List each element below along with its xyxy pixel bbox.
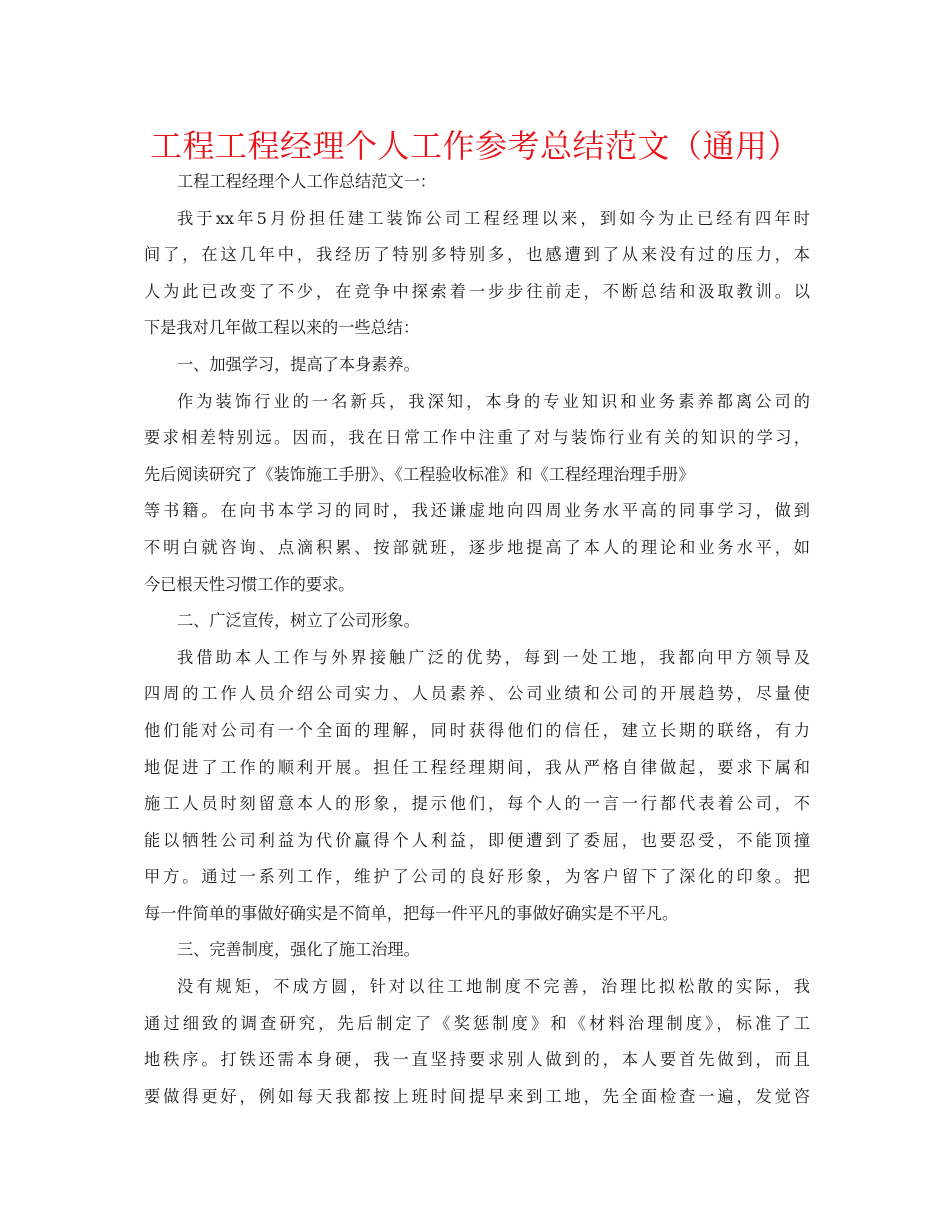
paragraph-line: 下是我对几年做工程以来的一些总结：	[144, 318, 420, 338]
paragraph-line: 没有规矩，不成方圆，针对以往工地制度不完善，治理比拟松散的实际，我	[177, 977, 810, 997]
paragraph-line: 我于xx年5月份担任建工装饰公司工程经理以来，到如今为止已经有四年时	[177, 208, 810, 228]
paragraph-line: 地秩序。打铁还需本身硬，我一直坚持要求别人做到的，本人要首先做到，而且	[144, 1050, 810, 1070]
section-heading: 三、完善制度，强化了施工治理。	[177, 940, 420, 960]
paragraph-line: 施工人员时刻留意本人的形象，提示他们，每个人的一言一行都代表着公司，不	[144, 794, 810, 814]
section-intro-line: 工程工程经理个人工作总结范文一：	[177, 172, 436, 191]
paragraph-line: 作为装饰行业的一名新兵，我深知，本身的专业知识和业务素养都离公司的	[177, 391, 810, 411]
paragraph-line: 人为此已改变了不少，在竞争中探索着一步步往前走，不断总结和汲取教训。以	[144, 281, 810, 301]
paragraph-line: 今已根天性习惯工作的要求。	[144, 574, 355, 594]
paragraph-line: 先后阅读研究了《装饰施工手册》、《工程验收标准》和《工程经理治理手册》	[144, 464, 695, 484]
paragraph-line: 要做得更好，例如每天我都按上班时间提早来到工地，先全面检查一遍，发觉咨	[144, 1086, 810, 1106]
paragraph-line: 甲方。通过一系列工作，维护了公司的良好形象，为客户留下了深化的印象。把	[144, 867, 810, 887]
paragraph-line: 不明白就咨询、点滴积累、按部就班，逐步地提高了本人的理论和业务水平，如	[144, 537, 810, 557]
paragraph-line: 每一件简单的事做好确实是不简单，把每一件平凡的事做好确实是不平凡。	[144, 903, 679, 923]
paragraph-line: 地促进了工作的顺利开展。担任工程经理期间，我从严格自律做起，要求下属和	[144, 757, 810, 777]
paragraph-line: 间了，在这几年中，我经历了特别多特别多，也感遭到了从来没有过的压力，本	[144, 245, 810, 265]
paragraph-line: 我借助本人工作与外界接触广泛的优势，每到一处工地，我都向甲方领导及	[177, 647, 810, 667]
document-body	[144, 164, 810, 1115]
paragraph-line: 要求相差特别远。因而，我在日常工作中注重了对与装饰行业有关的知识的学习，	[144, 428, 810, 448]
paragraph-line: 能以牺牲公司利益为代价赢得个人利益，即便遭到了委屈，也要忍受，不能顶撞	[144, 830, 810, 850]
section-heading: 一、加强学习，提高了本身素养。	[177, 354, 420, 374]
paragraph-line: 通过细致的调查研究，先后制定了《奖惩制度》和《材料治理制度》，标准了工	[144, 1013, 810, 1033]
paragraph-line: 他们能对公司有一个全面的理解，同时获得他们的信任，建立长期的联络，有力	[144, 720, 810, 740]
paragraph-line: 等书籍。在向书本学习的同时，我还谦虚地向四周业务水平高的同事学习，做到	[144, 501, 810, 521]
section-heading: 二、广泛宣传，树立了公司形象。	[177, 611, 420, 631]
document-title: 工程工程经理个人工作参考总结范文（通用）	[149, 127, 800, 165]
paragraph-line: 四周的工作人员介绍公司实力、人员素养、公司业绩和公司的开展趋势，尽量使	[144, 684, 810, 704]
